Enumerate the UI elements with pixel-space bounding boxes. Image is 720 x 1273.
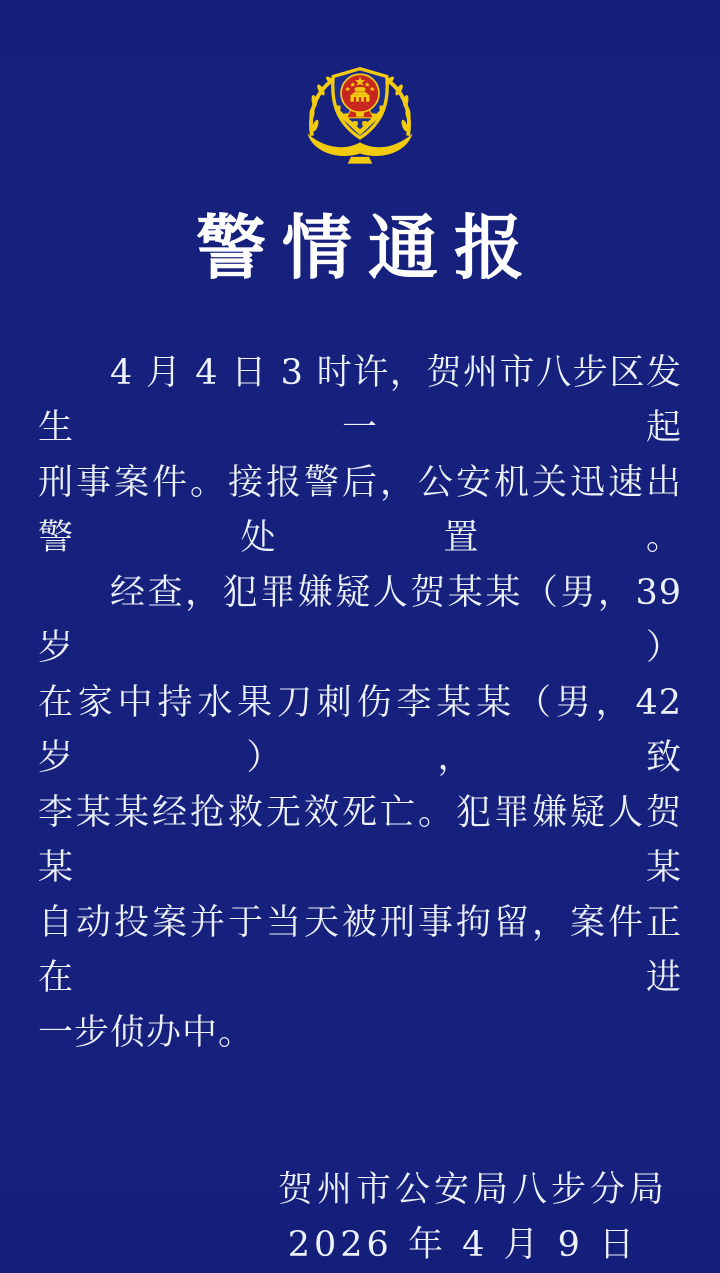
issuing-agency: 贺州市公安局八步分局 bbox=[277, 1170, 668, 1210]
body-line: 李某某经抢救无效死亡。犯罪嫌疑人贺某某 bbox=[38, 793, 682, 888]
police-badge-icon bbox=[293, 54, 427, 166]
issue-date: 2026 年 4 月 9 日 bbox=[287, 1225, 638, 1265]
body-line: 刑事案件。接报警后，公安机关迅速出警处置。 bbox=[38, 463, 682, 558]
body-line: 在家中持水果刀刺伤李某某（男，42 岁），致 bbox=[38, 683, 682, 778]
body-line: 4 月 4 日 3 时许，贺州市八步区发生一起 bbox=[38, 353, 682, 448]
notice-body bbox=[38, 346, 682, 1061]
body-line: 自动投案并于当天被刑事拘留，案件正在进 bbox=[38, 903, 682, 998]
notice-footer bbox=[0, 1163, 720, 1273]
police-notice bbox=[0, 54, 720, 1265]
body-line: 一步侦办中。 bbox=[38, 1013, 255, 1053]
notice-title: 警情通报 bbox=[196, 206, 540, 289]
body-line: 经查，犯罪嫌疑人贺某某（男，39 岁） bbox=[38, 573, 682, 668]
